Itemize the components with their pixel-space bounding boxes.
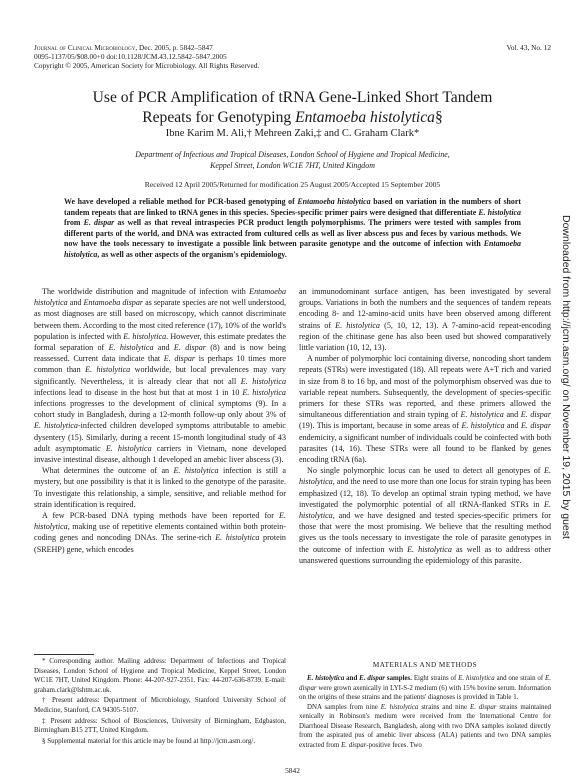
affiliation-line-2: Keppel Street, London WC1E 7HT, United Kingdom (210, 161, 375, 170)
title-text: Repeats for Genotyping (142, 109, 296, 126)
title-mark: § (434, 109, 443, 126)
journal-name: Journal of Clinical Microbiology (34, 43, 136, 52)
methods-paragraph: E. histolytica and E. dispar samples. Eight strains of E. histolytica and one strain of E. dispar were grown axenically in LYI-S-2 medium (6) with 15% bovine serum. Information on the origins of these strains and the patients' diagnoses is provided in Table 1. (299, 675, 551, 701)
journal-header (34, 43, 454, 70)
download-watermark (562, 215, 582, 615)
body-column-right (299, 286, 551, 566)
article-title (0, 88, 585, 128)
footnote-address-2: ‡ Present address: School of Biosciences, University of Birmingham, Edgbaston, Birmingham B15 2TT, United Kingdom. (34, 716, 286, 735)
methods-paragraph: DNA samples from nine E. histolytica strains and nine E. dispar strains maintained xenically in Robinson's medium were received from the International Centre for Diarrhoeal Disease Research, Bangladesh, along with two DNA samples isolated directly from the aspirated pus of amebic liver abscess (ALA) patients and two DNA samples extracted from E. dispar-positive feces. Two (299, 703, 551, 749)
footnote-corresponding: * Corresponding author. Mailing address: Department of Infectious and Tropical Diseases, London School of Hygiene and Tropical Medicine, Keppel Street, London WC1E 7HT, United Kingdom. Phone: 44-207-927-2351. Fax: 44-207-636-8739. E-mail: graham.clark@lshtm.ac.uk. (34, 657, 286, 694)
page-number: 5842 (285, 766, 300, 775)
paragraph: an immunodominant surface antigen, has been investigated by several groups. Variations in both the numbers and the sequences of tandem repeats encoding 8- and 12-amino-acid units have been observed among different strains of E. histolytica (5, 10, 12, 13). A 7-amino-acid repeat-encoding region of the chitinase gene has also been used but showed comparatively little variation (10, 12, 13). (299, 287, 551, 353)
volume-info: Vol. 43, No. 12 (506, 43, 551, 52)
paragraph: No single polymorphic locus can be used to detect all genotypes of E. histolytica, and the need to use more than one locus for strain typing has been emphasized (12, 18). To develop an optimal strain typing method, we have investigated the polymorphic potential of all tRNA-flanked STRs in E. histolytica, and we have designed and tested species-specific primers for those that were the most promising. We believe that the resulting method gives us the tools necessary to investigate the role of parasite genotypes in the outcome of infection with E. histolytica as well as to address other unanswered questions surrounding the epidemiology of this parasite. (299, 466, 552, 565)
abstract: We have developed a reliable method for PCR-based genotyping of Entamoeba histolytica based on variation in the numbers of short tandem repeats that are linked to tRNA genes in this species. Species-specific primer pairs were designed that differentiate E. histolytica from E. dispar as well as that reveal intraspecies PCR product length polymorphisms. The primers were tested with samples from different parts of the world, and DNA was extracted from cultured cells as well as liver abscess pus and feces by various methods. We now have the tools necessary to investigate a possible link between parasite genotype and the outcome of infection with Entamoeba histolytica, as well as other aspects of the organism's epidemiology. (64, 197, 521, 259)
paragraph: What determines the outcome of an E. histolytica infection is still a mystery, but one possibility is that it is linked to the genotype of the parasite. To investigate this relationship, a simple, sensitive, and reliable method for strain identification is required. (34, 466, 286, 509)
footnote-address-1: † Present address: Department of Microbiology, Stanford University School of Medicine, Stanford, CA 94305-5107. (34, 696, 286, 714)
section-heading: MATERIALS AND METHODS (372, 661, 478, 669)
paragraph: A few PCR-based DNA typing methods have been reported for E. histolytica, making use of repetitive elements contained within both protein-coding genes and noncoding DNAs. The serine-rich E. histolytica protein (SREHP) gene, which encodes (34, 511, 286, 554)
methods-section (299, 674, 551, 750)
title-line-1: Use of PCR Amplification of tRNA Gene-Linked Short Tandem (92, 89, 493, 106)
body-column-left (34, 286, 286, 555)
affiliation-line-1: Department of Infectious and Tropical Diseases, London School of Hygiene and Tropical Medicine, (135, 150, 450, 159)
paragraph: A number of polymorphic loci containing diverse, noncoding short tandem repeats (STRs) were investigated (18). All repeats were A+T rich and varied in size from 8 to 16 bp, and most of the polymorphism observed was due to variable repeat numbers. Subsequently, the development of species-specific primers for these STRs was reported, and these primers allowed the simultaneous differentiation and strain typing of E. histolytica and E. dispar (19). This is important, because in some areas of E. histolytica and E. dispar endemicity, a significant number of individuals could be coinfected with both parasites (14, 16). These STRs were all found to be flanked by genes encoding tRNA (6a). (299, 354, 552, 465)
title-line-2 (0, 108, 585, 128)
author-list: Ibne Karim M. Ali,† Mehreen Zaki,‡ and C. Graham Clark* (165, 128, 420, 139)
received-dates: Received 12 April 2005/Returned for modification 25 August 2005/Accepted 15 September 2005 (144, 180, 441, 189)
doi-line: 0095-1137/05/$08.00+0 doi:10.1128/JCM.43.12.5842–5847.2005 (34, 52, 227, 61)
footnotes (34, 657, 286, 747)
paragraph: The worldwide distribution and magnitude of infection with Entamoeba histolytica and Entamoeba dispar as separate species are not well understood, as most diagnoses are still based on microscopy, which cannot discriminate between them. According to the most cited reference (17), 10% of the world's population is infected with E. histolytica. However, this estimate predates the formal separation of E. histolytica and E. dispar (8) and is now being reassessed. Current data indicate that E. dispar is perhaps 10 times more common than E. histolytica worldwide, but local prevalences may vary significantly. Nevertheless, it is already clear that not all E. histolytica infections lead to disease in the host but that at most 1 in 10 E. histolytica infections progresses to the development of clinical symptoms (9). In a cohort study in Bangladesh, during a 12-month follow-up only about 3% of E. histolytica-infected children developed symptoms attributable to amebic dysentery (15). Similarly, during a recent 15-month longitudinal study of 43 adult asymptomatic E. histolytica carriers in Vietnam, none developed invasive intestinal disease, although 1 developed an amebic liver abscess (3). (34, 287, 287, 465)
copyright-line: Copyright © 2005, American Society for Microbiology. All Rights Reserved. (34, 61, 260, 70)
footnote-divider (34, 654, 94, 655)
footnote-supplemental: § Supplemental material for this article may be found at http://jcm.asm.org/. (42, 736, 256, 745)
watermark-text: Downloaded from http://jcm.asm.org/ on November 19, 2015 by guest (560, 215, 572, 539)
issue-info: , Dec. 2005, p. 5842–5847 (135, 43, 213, 52)
title-species: Entamoeba histolytica (295, 109, 435, 126)
affiliation (40, 149, 545, 171)
